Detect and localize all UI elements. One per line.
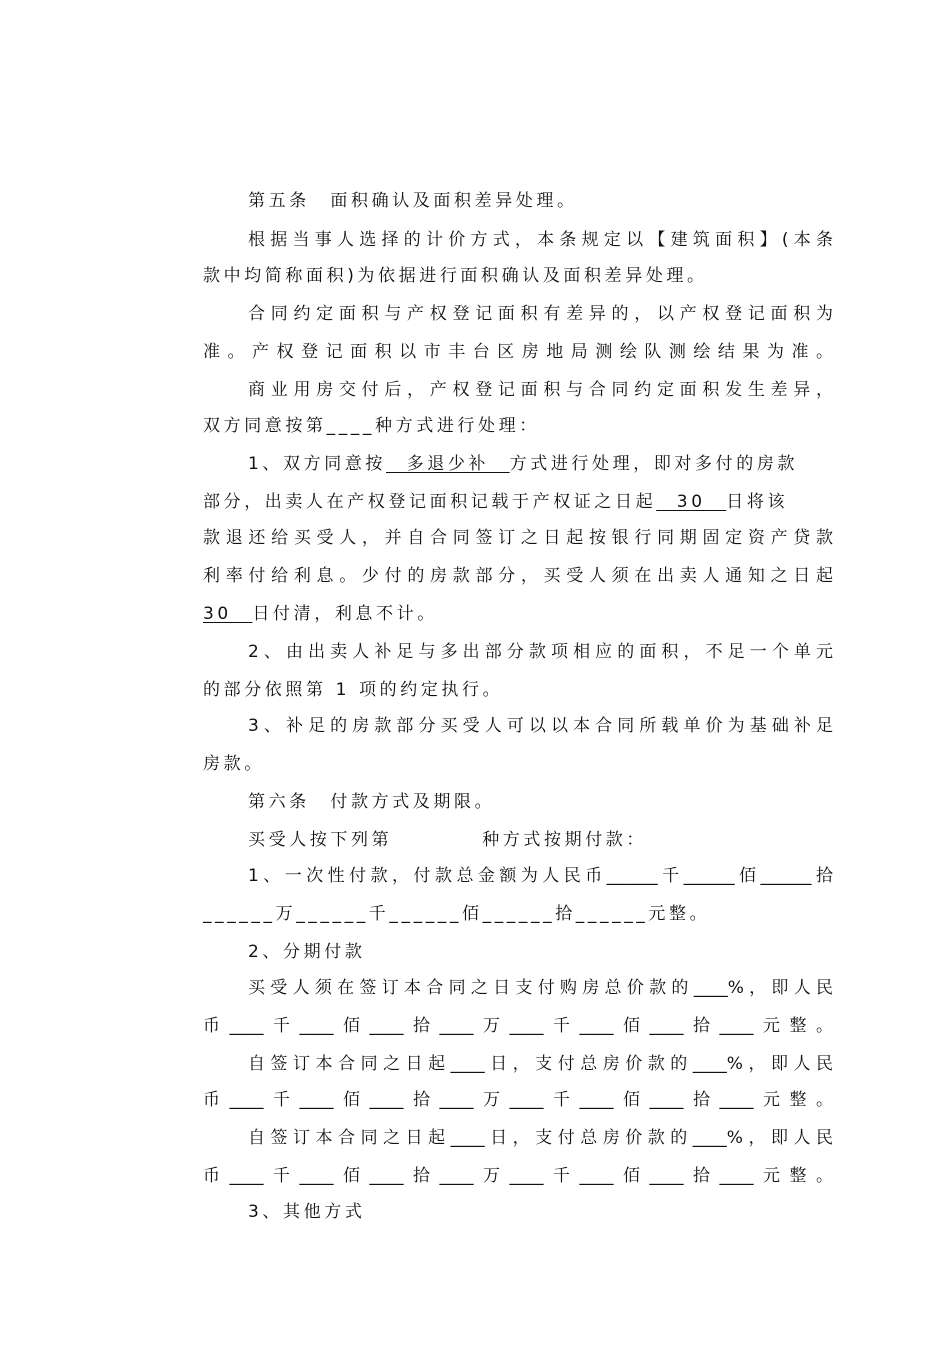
paragraph-line: 款退还给买受人，并自合同签订之日起按银行同期固定资产贷款 xyxy=(203,528,833,548)
article-6-heading: 第六条 付款方式及期限。 xyxy=(248,792,496,812)
article-5-heading: 第五条 面积确认及面积差异处理。 xyxy=(248,191,578,211)
paragraph-line xyxy=(203,412,833,440)
paragraph-line: 合同约定面积与产权登记面积有差异的，以产权登记面积为 xyxy=(248,304,833,324)
paragraph-line: 房款。 xyxy=(203,754,265,774)
paragraph-line: 币____千____佰____拾____万____千____佰____拾____元整。 xyxy=(203,1090,833,1110)
paragraph-line xyxy=(203,488,833,516)
paragraph-line: 根据当事人选择的计价方式，本条规定以【建筑面积】(本条 xyxy=(248,230,833,250)
paragraph-line: 的部分依照第 1 项的约定执行。 xyxy=(203,680,504,700)
paragraph-line: 币____千____佰____拾____万____千____佰____拾____元整。 xyxy=(203,1166,833,1186)
paragraph-line: 2、分期付款 xyxy=(248,942,366,962)
filled-field: 30 xyxy=(656,492,727,512)
line-text: 日付清，利息不计。 xyxy=(252,604,438,624)
paragraph-line: 准。产权登记面积以市丰台区房地局测绘队测绘结果为准。 xyxy=(203,342,833,362)
paragraph-line: ______万______千______佰______拾______元整。 xyxy=(203,904,711,924)
paragraph-line: 商业用房交付后，产权登记面积与合同约定面积发生差异， xyxy=(248,380,833,400)
line-text: 1、双方同意按 xyxy=(248,454,387,474)
paragraph-line xyxy=(248,450,833,478)
line-text: 双方同意按第 xyxy=(203,416,327,436)
line-text: 部分，出卖人在产权登记面积记载于产权证之日起 xyxy=(203,492,657,512)
line-text: 买受人按下列第 xyxy=(248,830,393,850)
paragraph-line xyxy=(248,826,833,854)
line-text: 方式进行处理，即对多付的房款 xyxy=(509,454,799,474)
paragraph-line: 自签订本合同之日起____日，支付总房价款的____%，即人民 xyxy=(248,1054,833,1074)
paragraph-line: 自签订本合同之日起____日，支付总房价款的____%，即人民 xyxy=(248,1128,833,1148)
line-text: 种方式按期付款： xyxy=(482,830,648,850)
paragraph-line: 利率付给利息。少付的房款部分，买受人须在出卖人通知之日起 xyxy=(203,566,833,586)
paragraph-line: 2、由出卖人补足与多出部分款项相应的面积，不足一个单元 xyxy=(248,642,833,662)
line-text: 种方式进行处理： xyxy=(375,416,540,436)
blank-field: ____ xyxy=(326,416,376,436)
paragraph-line xyxy=(203,600,833,628)
paragraph-line: 买受人须在签订本合同之日支付购房总价款的____%，即人民 xyxy=(248,978,833,998)
paragraph-line: 1、一次性付款，付款总金额为人民币______千______佰______拾 xyxy=(248,866,833,886)
paragraph-line: 3、补足的房款部分买受人可以以本合同所载单价为基础补足 xyxy=(248,716,833,736)
filled-field: 30 xyxy=(203,604,253,624)
paragraph-line: 币____千____佰____拾____万____千____佰____拾____元整。 xyxy=(203,1016,833,1036)
line-text: 日将该 xyxy=(726,492,789,512)
paragraph-line: 款中均简称面积)为依据进行面积确认及面积差异处理。 xyxy=(203,266,708,286)
paragraph-line: 3、其他方式 xyxy=(248,1202,366,1222)
filled-field: 多退少补 xyxy=(386,454,510,474)
